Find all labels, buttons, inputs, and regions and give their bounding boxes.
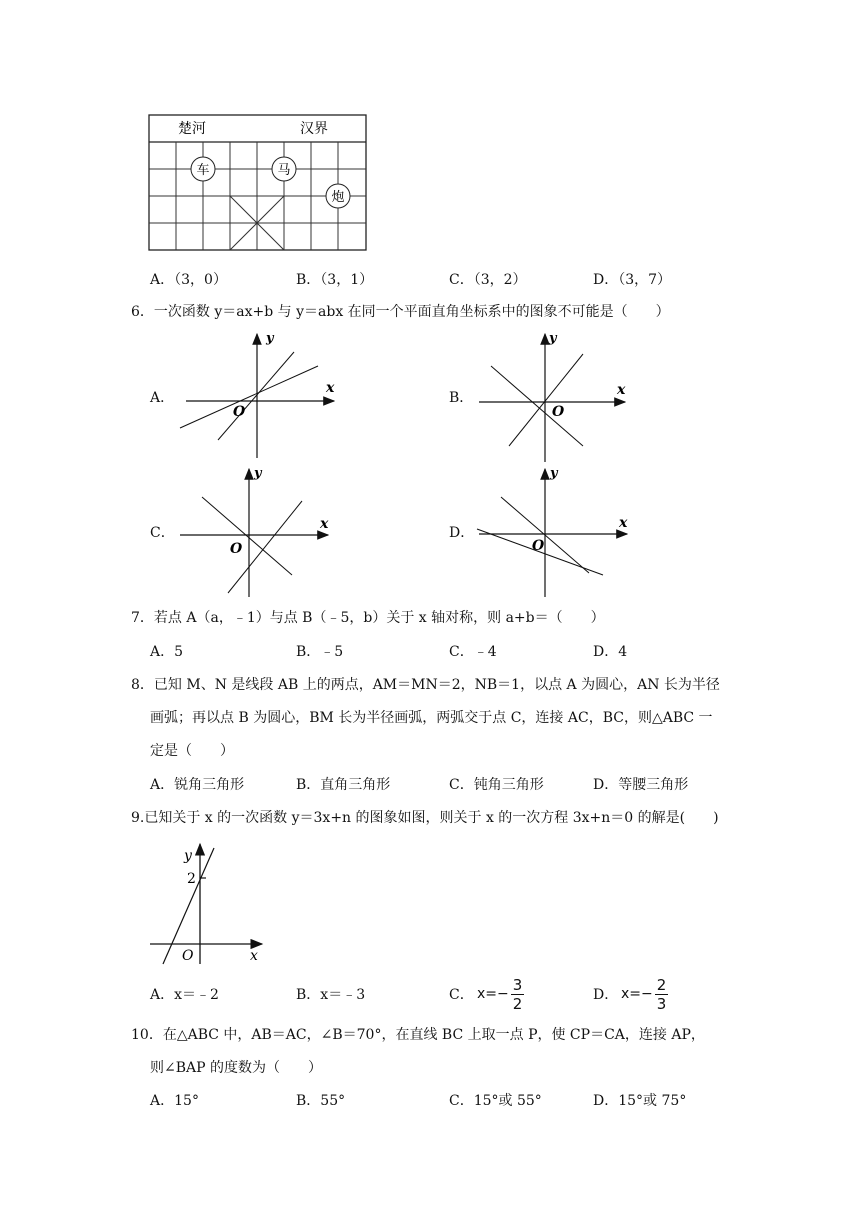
q9-stem: 9.已知关于 x 的一次函数 y＝3x+n 的图象如图，则关于 x 的一次方程 3x+n＝0 的解是( ) [131, 810, 719, 826]
q6-stem: 6．一次函数 y＝ax+b 与 y＝abx 在同一个平面直角坐标系中的图象不可能是（ ） [131, 304, 670, 320]
q5-option-a[interactable]: A．（3，0） [150, 272, 227, 288]
q7-option-d[interactable]: D．4 [593, 644, 628, 660]
q8-option-c[interactable]: C．钝角三角形 [449, 777, 544, 793]
q10-stem-line2: 则∠BAP 的度数为（ ） [150, 1060, 322, 1076]
q7-option-c[interactable]: C．﹣4 [449, 644, 497, 660]
svg-text:车: 车 [196, 163, 210, 178]
q8-option-d[interactable]: D．等腰三角形 [593, 777, 689, 793]
q8-option-b[interactable]: B．直角三角形 [296, 777, 391, 793]
q10-option-d[interactable]: D．15°或 75° [593, 1093, 687, 1109]
q9-c-denominator: 2 [512, 994, 523, 1013]
q7-option-a[interactable]: A．5 [150, 644, 184, 660]
q6-d-origin-label: O [532, 538, 545, 554]
q9-y-label: y [184, 848, 192, 864]
q9-option-a[interactable]: A．x＝﹣2 [150, 987, 219, 1003]
q10-option-a[interactable]: A．15° [150, 1093, 199, 1109]
q8-stem-line3: 定是（ ） [150, 743, 234, 759]
q6-c-x-label: x [320, 516, 329, 532]
river-label-right: 汉界 [300, 121, 328, 137]
q7-option-b[interactable]: B．﹣5 [296, 644, 344, 660]
chess-piece-ma [272, 157, 296, 181]
q8-stem-line1: 8．已知 M、N 是线段 AB 上的两点，AM＝MN＝2，NB＝1，以点 A 为圆心，AN 长为半径 [131, 677, 720, 693]
q6-graph-d [475, 465, 635, 600]
q5-option-d[interactable]: D．（3，7） [593, 272, 672, 288]
q9-origin-label: O [182, 948, 194, 964]
q7-stem: 7．若点 A（a，﹣1）与点 B（﹣5，b）关于 x 轴对称，则 a+b＝（ ） [131, 610, 605, 626]
chess-piece-pao [326, 184, 350, 208]
q9-graph [150, 840, 270, 965]
q6-a-y-label: y [266, 331, 274, 346]
chess-piece-che [191, 157, 215, 181]
q8-stem-line2: 画弧；再以点 B 为圆心，BM 长为半径画弧，两弧交于点 C，连接 AC，BC，则△ABC 一 [150, 710, 713, 726]
q6-option-d-letter[interactable]: D． [449, 525, 475, 541]
chess-board-figure [148, 114, 368, 252]
svg-text:炮: 炮 [331, 190, 345, 205]
q6-b-x-label: x [617, 382, 626, 398]
q6-b-y-label: y [549, 331, 557, 346]
q9-option-c[interactable]: C． [449, 987, 474, 1003]
q9-option-c-fraction[interactable]: x=− $\frac{3}{2}$ [477, 975, 523, 1013]
q9-d-denominator: 3 [656, 994, 667, 1013]
q6-option-b-letter[interactable]: B． [449, 390, 474, 406]
q9-option-b[interactable]: B．x＝﹣3 [296, 987, 366, 1003]
q10-stem-line1: 10．在△ABC 中，AB＝AC，∠B＝70°，在直线 BC 上取一点 P，使 CP＝CA，连接 AP， [131, 1027, 705, 1043]
q9-d-numerator: 2 [656, 975, 667, 994]
q6-option-a-letter[interactable]: A． [150, 390, 175, 406]
q6-graph-c [176, 465, 336, 600]
q10-option-b[interactable]: B．55° [296, 1093, 346, 1109]
q5-option-b[interactable]: B．（3，1） [296, 272, 374, 288]
q6-d-x-label: x [619, 515, 628, 531]
q9-option-d[interactable]: D． [593, 987, 619, 1003]
q6-b-origin-label: O [552, 404, 565, 420]
q6-option-c-letter[interactable]: C． [150, 525, 175, 541]
q5-option-c[interactable]: C．（3，2） [449, 272, 527, 288]
q6-graph-b [475, 330, 635, 465]
q9-intercept-label: 2 [187, 871, 196, 887]
svg-text:马: 马 [277, 163, 291, 178]
q9-c-numerator: 3 [512, 975, 523, 994]
q6-a-origin-label: O [233, 404, 246, 420]
q9-x-label: x [250, 948, 258, 964]
q6-graph-a [176, 330, 346, 460]
q6-c-y-label: y [254, 466, 262, 481]
q9-option-d-fraction[interactable]: x=− $\frac{2}{3}$ [621, 975, 667, 1013]
q10-option-c[interactable]: C．15°或 55° [449, 1093, 542, 1109]
q6-d-y-label: y [550, 466, 558, 481]
q8-option-a[interactable]: A．锐角三角形 [150, 777, 245, 793]
q6-a-x-label: x [326, 380, 335, 396]
q6-c-origin-label: O [230, 541, 243, 557]
river-label-left: 楚河 [178, 121, 206, 137]
